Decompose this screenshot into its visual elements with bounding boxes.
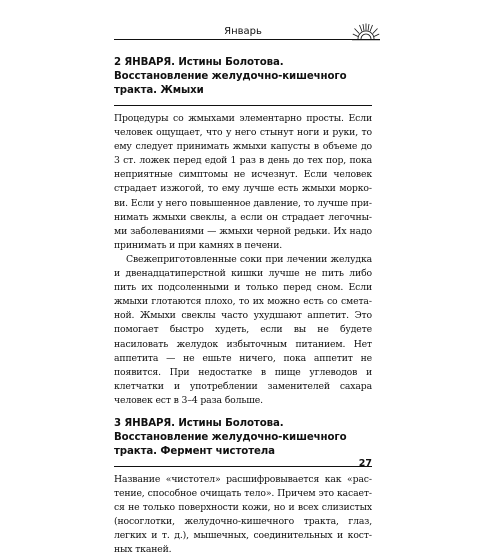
sun-ornament-icon [352,22,380,42]
page-number: 27 [358,458,372,469]
heading-rule [114,105,372,106]
section-heading: 2 ЯНВАРЯ. Истины Болотова. Восстановление желудочно-кишечного тракта. Жмыхи [114,57,347,96]
heading-rule [114,466,372,467]
header-rule [114,39,372,40]
page-content [114,56,372,558]
running-header [114,26,372,40]
section-jan-2 [114,56,372,408]
header-title: Январь [224,26,262,37]
section-gap [114,408,372,417]
paragraph: Процедуры со жмыхами элементарно просты. Если человек ощущает, что у него стынут ноги и руки, то ему следует принимать жмыхи капусты в объеме до 3 ст. ложек перед едой 1 раз в день до тех пор, пока неприятные симптомы не исчезнут. Если человек страдает изжогой, то ему лучше есть жмыхи моркови. Если у него повышенное давление, то лучше принимать жмыхи свеклы, а если он страдает легочными заболеваниями — жмыхи черной редьки. Их надо принимать и при камнях в печени. [114,113,372,251]
section-heading: 3 ЯНВАРЯ. Истины Болотова. Восстановление желудочно-кишечного тракта. Фермент чистотела [114,417,347,457]
section-jan-3 [114,417,372,558]
paragraph: Свежеприготовленные соки при лечении желудка и двенадцатиперстной кишки лучше не пить либо пить их подсоленными и только перед сном. Если жмыхи глотаются плохо, то их можно есть со сметаной. Жмыхи свеклы часто ухудшают аппетит. Это помогает быстро худеть, если вы не будете насиловать желудок избыточным питанием. Нет аппетита — не ешьте ничего, пока аппетит не появится. При недостатке в пище углеводов и клетчатки и употреблении заменителей сахара человек ест в 3–4 раза больше. [114,253,372,406]
paragraph: Название «чистотел» расшифровывается как «растение, способное очищать тело». Причем это касается не только поверхности кожи, но и всех слизистых (носоглотки, желудочно-кишечного тракта, глаз, легких и т. д.), мышечных, соединительных и костных тканей. [114,473,372,556]
